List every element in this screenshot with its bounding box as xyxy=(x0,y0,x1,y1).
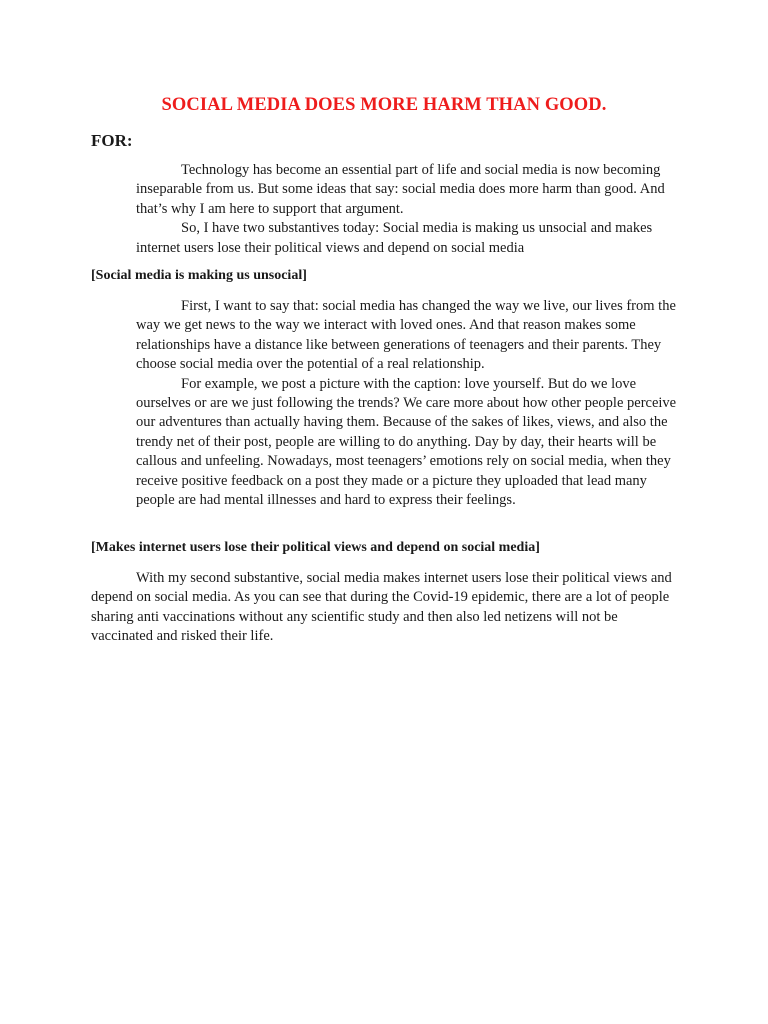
section-2-body xyxy=(91,569,681,647)
intro-paragraph: So, I have two substantives today: Social media is making us unsocial and makes internet users lose their political views and depend on social media xyxy=(136,220,653,256)
document-title: SOCIAL MEDIA DOES MORE HARM THAN GOOD. xyxy=(161,95,607,115)
section-1-body xyxy=(136,297,684,510)
section-2-paragraph: With my second substantive, social media makes internet users lose their political views and depend on social media. As you can see that during the Covid-19 epidemic, there are a lot of people sharing anti vaccinations without any scientific study and then also led netizens will not be vaccinated and risked their life. xyxy=(91,570,672,645)
intro-section xyxy=(136,161,684,258)
for-heading: FOR: xyxy=(91,131,133,150)
section-1-paragraph: First, I want to say that: social media has changed the way we live, our lives from the way we get news to the way we interact with loved ones. And that reason makes some relationships have a distance like between generations of teenagers and their parents. They choose social media over the potential of a real relationship. xyxy=(136,298,676,373)
section-1-heading: [Social media is making us unsocial] xyxy=(91,268,307,283)
section-1-paragraph: For example, we post a picture with the caption: love yourself. But do we love ourselves or are we just following the trends? We care more about how other people perceive our adventures than actually having them. Because of the sakes of likes, views, and also the trendy net of their post, people are willing to do anything. Day by day, their hearts will be callous and unfeeling. Nowadays, most teenagers’ emotions rely on social media, when they receive positive feedback on a post they made or a picture they uploaded that lead many people are had mental illnesses and hard to express their feelings. xyxy=(136,375,677,509)
section-2-heading: [Makes internet users lose their political views and depend on social media] xyxy=(91,540,540,555)
intro-paragraph: Technology has become an essential part of life and social media is now becoming inseparable from us. But some ideas that say: social media does more harm than good. And that’s why I am here to support that argument. xyxy=(136,162,665,217)
